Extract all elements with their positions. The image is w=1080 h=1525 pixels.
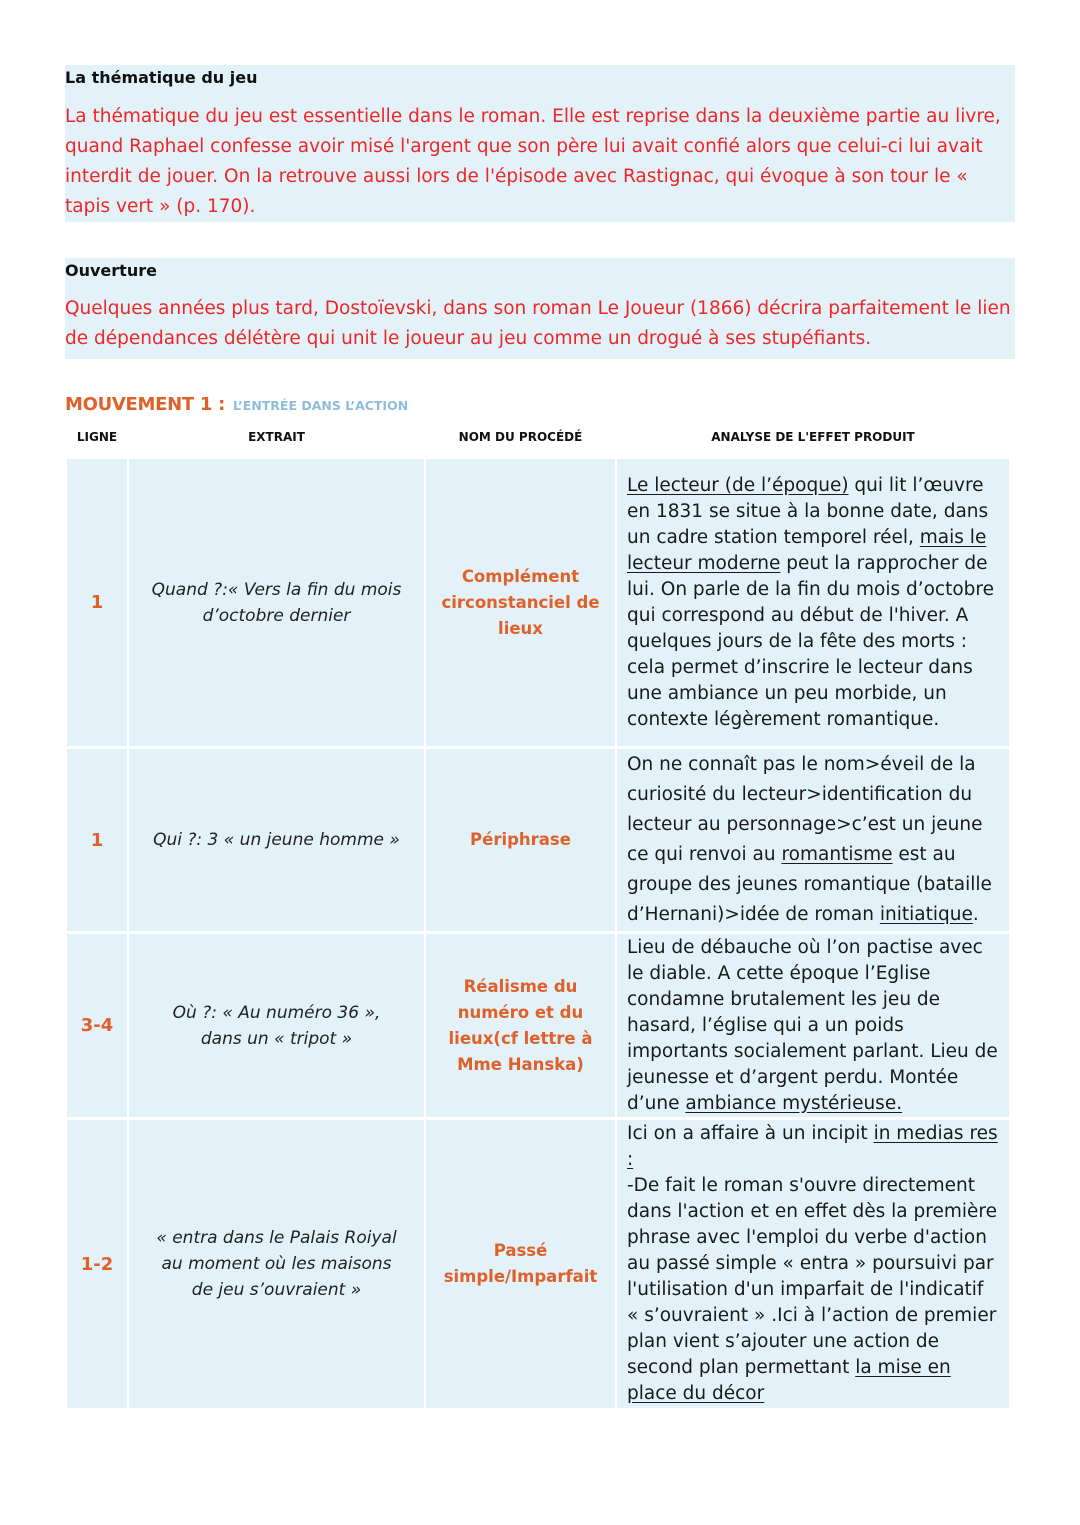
table-cell-procede: Complément circonstanciel de lieux [426,459,615,746]
table-cell-analyse [617,459,1009,746]
analysis-fragment: On ne connaît pas le nom>éveil de la curiosité du lecteur>identification du lecteur au personnage>c’est un jeune ce qui renvoi au [627,754,983,865]
analysis-fragment: est au groupe des jeunes romantique (bataille d’Hernani)>idée de roman [627,844,992,925]
table-cell-analyse [617,934,1009,1117]
table-cell-extrait: « entra dans le Palais Roiyal au moment où les maisons de jeu s’ouvraient » [129,1120,424,1408]
table-cell-procede: Passé simple/Imparfait [426,1120,615,1408]
section-title: La thématique du jeu [65,68,258,87]
analysis-text [627,935,999,1117]
movement-label: MOUVEMENT 1 : [65,394,225,415]
header-procede: NOM DU PROCÉDÉ [458,430,583,444]
underlined-text: ambiance mystérieuse. [685,1092,903,1114]
table-cell-analyse [617,1120,1009,1408]
analysis-fragment: -De fait le roman s'ouvre directement dans l'action et en effet dès la première phrase avec l'emploi du verbe d'action au passé simple « entra » poursuivi par l'utilisation d'un imparfait de l'indicatif « s’ouvraient » .Ici à l’action de premier plan vient s’ajouter une action de second plan permettant [627,1175,997,1378]
table-cell-extrait: Quand ?:« Vers la fin du mois d’octobre dernier [129,459,424,746]
section-ouverture [65,258,1015,359]
table-cell-ligne: 3-4 [67,934,127,1117]
header-analyse: ANALYSE DE L'EFFET PRODUIT [711,430,915,444]
analysis-fragment: . [972,904,979,925]
analysis-text [627,1121,999,1407]
table-cell-ligne: 1 [67,749,127,931]
table-cell-ligne: 1 [67,459,127,746]
table-cell-ligne: 1-2 [67,1120,127,1408]
section-text: La thématique du jeu est essentielle dans le roman. Elle est reprise dans la deuxième partie au livre, quand Raphael confesse avoir misé l'argent que son père lui avait confié alors que celui-ci lui avait interdit de jouer. On la retrouve aussi lors de l'épisode avec Rastignac, qui évoque à son tour le « tapis vert » (p. 170). [65,106,1001,217]
underlined-text: initiatique [879,904,973,925]
analysis-fragment: Lieu de débauche où l’on pactise avec le diable. A cette époque l’Eglise condamne brutalement les jeu de hasard, l’église qui a un poids importants socialement parlant. Lieu de jeunesse et d’argent perdu. Montée d’une [627,936,998,1114]
table-cell-procede: Réalisme du numéro et du lieux(cf lettre à Mme Hanska) [426,934,615,1117]
section-title: Ouverture [65,261,157,280]
table-cell-extrait: Où ?: « Au numéro 36 », dans un « tripot » [129,934,424,1117]
underlined-text: la mise en place du décor [627,1357,951,1404]
analysis-fragment: Ici on a affaire à un incipit [627,1123,874,1144]
analysis-fragment: qui lit l’œuvre en 1831 se situe à la bonne date, dans un cadre station temporel réel, [627,474,989,548]
movement-subtitle: L’ENTRÉE DANS L’ACTION [232,398,409,413]
header-extrait: EXTRAIT [248,430,305,444]
underlined-text: mais le lecteur moderne [627,526,987,574]
analysis-text [627,473,999,733]
table-cell-extrait: Qui ?: 3 « un jeune homme » [129,749,424,931]
table-cell-procede: Périphrase [426,749,615,931]
table-cell-analyse [617,749,1009,931]
underlined-text: Le lecteur (de l’époque) [627,474,849,496]
movement-heading [65,394,408,415]
underlined-text: in medias res : [627,1123,998,1170]
analysis-fragment: peut la rapprocher de lui. On parle de la fin du mois d’octobre qui correspond au début de l'hiver. A quelques jours de la fête des morts : cela permet d’inscrire le lecteur dans une ambiance un peu morbide, un contexte légèrement romantique. [627,552,995,730]
header-ligne: LIGNE [76,430,118,444]
section-thematique [65,65,1015,222]
underlined-text: romantisme [781,844,893,865]
analysis-text [627,750,999,930]
section-text: Quelques années plus tard, Dostoïevski, dans son roman Le Joueur (1866) décrira parfaitement le lien de dépendances délétère qui unit le joueur au jeu comme un drogué à ses stupéfiants. [65,298,1011,349]
